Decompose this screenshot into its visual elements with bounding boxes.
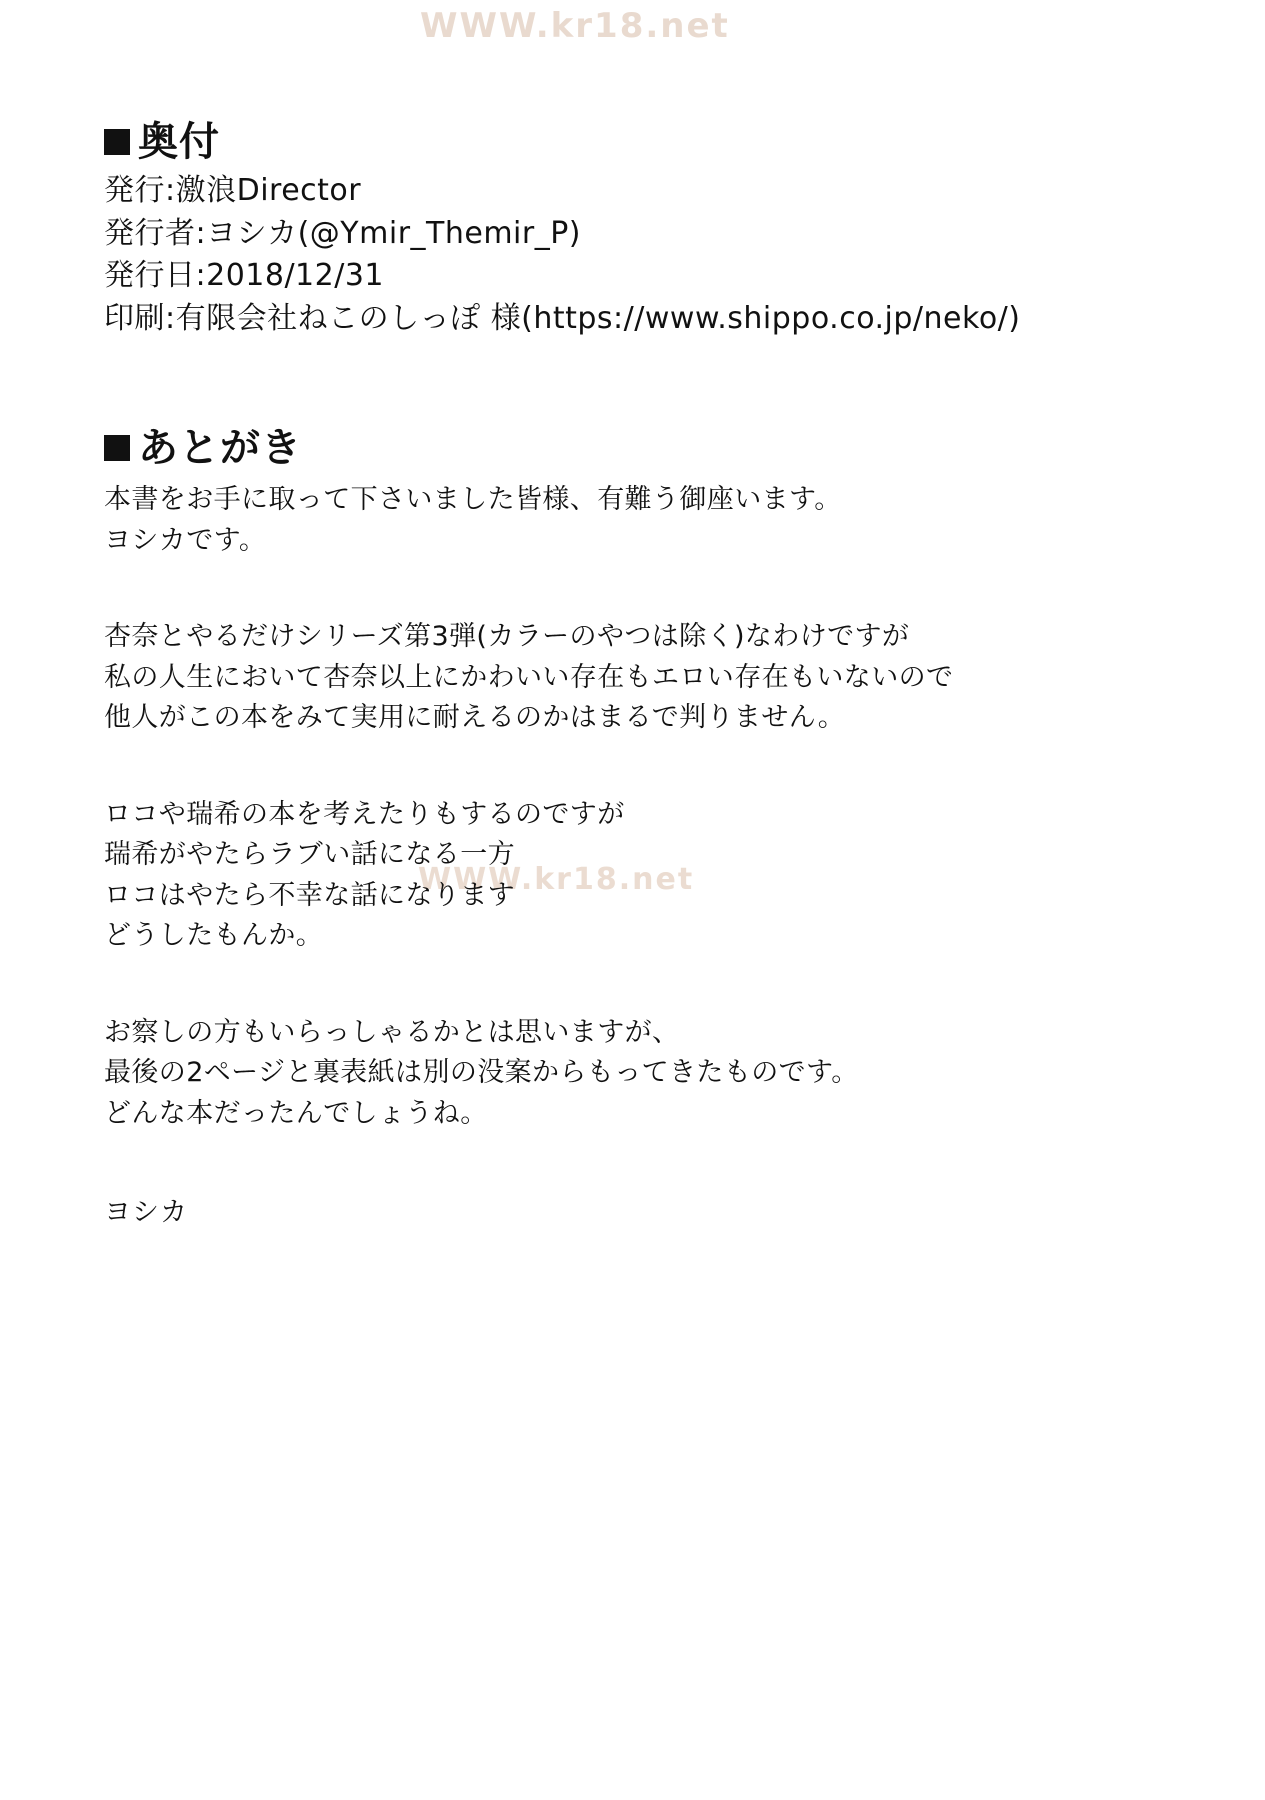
spacer <box>104 340 1184 426</box>
afterword-intro-line-2: ヨシカです。 <box>104 524 267 556</box>
document-content <box>104 120 1184 1229</box>
colophon-publisher: 発行:激浪Director <box>104 173 362 208</box>
afterword-p3-line-3: どんな本だったんでしょうね。 <box>104 1097 488 1129</box>
spacer <box>104 1134 1184 1190</box>
afterword-p2-line-1: ロコや瑞希の本を考えたりもするのですが <box>104 798 625 830</box>
afterword-p1-line-1: 杏奈とやるだけシリーズ第3弾(カラーのやつは除く)なわけですが <box>104 621 910 653</box>
afterword-p2-line-2: 瑞希がやたらラブい話になる一方 <box>104 839 515 871</box>
afterword-p1-line-2: 私の人生において杏奈以上にかわいい存在もエロい存在もいないので <box>104 661 954 693</box>
colophon-heading-label: 奥付 <box>138 119 220 165</box>
author-signature: ヨシカ <box>104 1197 188 1229</box>
afterword-p2-line-4: どうしたもんか。 <box>104 920 324 952</box>
watermark-middle: WWW.kr18.net <box>418 862 695 897</box>
afterword-p3-line-2: 最後の2ページと裏表紙は別の没案からもってきたものです。 <box>104 1057 859 1089</box>
afterword-intro <box>104 480 1184 561</box>
afterword-heading-label: あとがき <box>138 425 302 472</box>
afterword-paragraph-2 <box>104 795 1184 957</box>
square-bullet-icon <box>104 435 130 461</box>
square-bullet-icon <box>104 129 130 155</box>
afterword-p1-line-3: 他人がこの本をみて実用に耐えるのかはまるで判りません。 <box>104 702 846 734</box>
colophon-lines <box>104 170 1184 340</box>
afterword-heading <box>104 426 1184 470</box>
watermark-top: WWW.kr18.net <box>420 6 730 46</box>
colophon-heading <box>104 120 1184 164</box>
colophon-date: 発行日:2018/12/31 <box>104 258 385 294</box>
afterword-intro-line-1: 本書をお手に取って下さいました皆様、有難う御座います。 <box>104 484 842 516</box>
spacer <box>104 739 1184 795</box>
afterword-paragraph-1 <box>104 617 1184 739</box>
colophon-printer: 印刷:有限会社ねこのしっぽ 様(https://www.shippo.co.jp/neko/) <box>104 300 1021 336</box>
afterword-paragraph-3 <box>104 1013 1184 1135</box>
afterword-p3-line-1: お察しの方もいらっしゃるかとは思いますが、 <box>104 1016 680 1048</box>
colophon-author: 発行者:ヨシカ(@Ymir_Themir_P) <box>104 215 582 251</box>
spacer <box>104 957 1184 1013</box>
afterword-p2-line-3: ロコはやたら不幸な話になります <box>104 879 515 911</box>
spacer <box>104 561 1184 617</box>
